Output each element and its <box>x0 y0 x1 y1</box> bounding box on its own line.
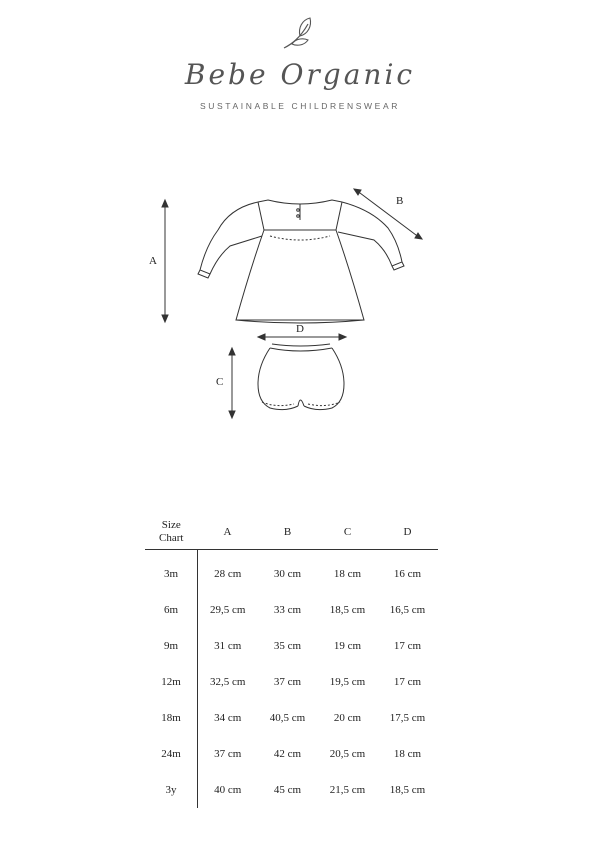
table-row <box>145 736 438 772</box>
garment-diagram <box>0 170 600 440</box>
header <box>0 0 600 130</box>
table-cell: 42 cm <box>273 748 302 760</box>
column-header: B <box>258 515 318 550</box>
table-cell: 21,5 cm <box>329 784 366 796</box>
row-size: 6m <box>163 604 179 616</box>
table-row <box>145 664 438 700</box>
table-row <box>145 550 438 593</box>
table-cell: 17 cm <box>393 640 422 652</box>
table-cell: 17,5 cm <box>389 712 426 724</box>
row-size: 3m <box>163 568 179 580</box>
table-cell: 19,5 cm <box>329 676 366 688</box>
dress-drawing <box>198 200 404 323</box>
bloomers-drawing <box>258 344 344 410</box>
table-cell: 20 cm <box>333 712 362 724</box>
table-cell: 18,5 cm <box>389 784 426 796</box>
column-header: C <box>318 515 378 550</box>
leaf-icon <box>278 14 322 54</box>
table-cell: 28 cm <box>198 550 258 593</box>
dim-a-label: A <box>149 255 157 267</box>
table-cell: 18 cm <box>393 748 422 760</box>
table-cell: 34 cm <box>198 700 258 736</box>
table-cell: 32,5 cm <box>198 664 258 700</box>
dim-d-label: D <box>296 323 304 335</box>
table-cell: 40,5 cm <box>269 712 306 724</box>
row-size: 9m <box>163 640 179 652</box>
row-size: 24m <box>161 748 181 760</box>
size-chart-corner <box>145 515 198 550</box>
table-cell: 18 cm <box>333 568 362 580</box>
table-cell: 35 cm <box>273 640 302 652</box>
table-cell: 29,5 cm <box>198 592 258 628</box>
table-cell: 30 cm <box>273 568 302 580</box>
brand-name: Bebe Organic <box>184 58 416 91</box>
table-row <box>145 592 438 628</box>
table-cell: 17 cm <box>393 676 422 688</box>
row-size: 18m <box>161 712 181 724</box>
column-header: A <box>198 515 258 550</box>
size-chart-table <box>145 515 438 808</box>
table-cell: 19 cm <box>333 640 362 652</box>
table-cell: 37 cm <box>273 676 302 688</box>
size-chart-corner-line2: Chart <box>159 532 184 544</box>
dim-a <box>162 200 168 322</box>
table-cell: 37 cm <box>198 736 258 772</box>
column-header: D <box>378 515 438 550</box>
row-size: 12m <box>161 676 181 688</box>
table-cell: 16 cm <box>393 568 422 580</box>
table-row <box>145 700 438 736</box>
dim-b <box>354 189 422 239</box>
table-cell: 45 cm <box>273 784 302 796</box>
table-cell: 20,5 cm <box>329 748 366 760</box>
table-cell: 31 cm <box>198 628 258 664</box>
table-cell: 33 cm <box>273 604 302 616</box>
table-cell: 40 cm <box>198 772 258 808</box>
table-cell: 16,5 cm <box>389 604 426 616</box>
size-chart-corner-line1: Size <box>161 519 181 531</box>
dim-c-label: C <box>216 376 224 388</box>
row-size: 3y <box>165 784 177 796</box>
dim-c <box>229 348 235 418</box>
table-row <box>145 628 438 664</box>
table-row <box>145 772 438 808</box>
brand-tagline: SUSTAINABLE CHILDRENSWEAR <box>200 101 400 111</box>
dim-b-label: B <box>396 195 404 207</box>
table-cell: 18,5 cm <box>329 604 366 616</box>
